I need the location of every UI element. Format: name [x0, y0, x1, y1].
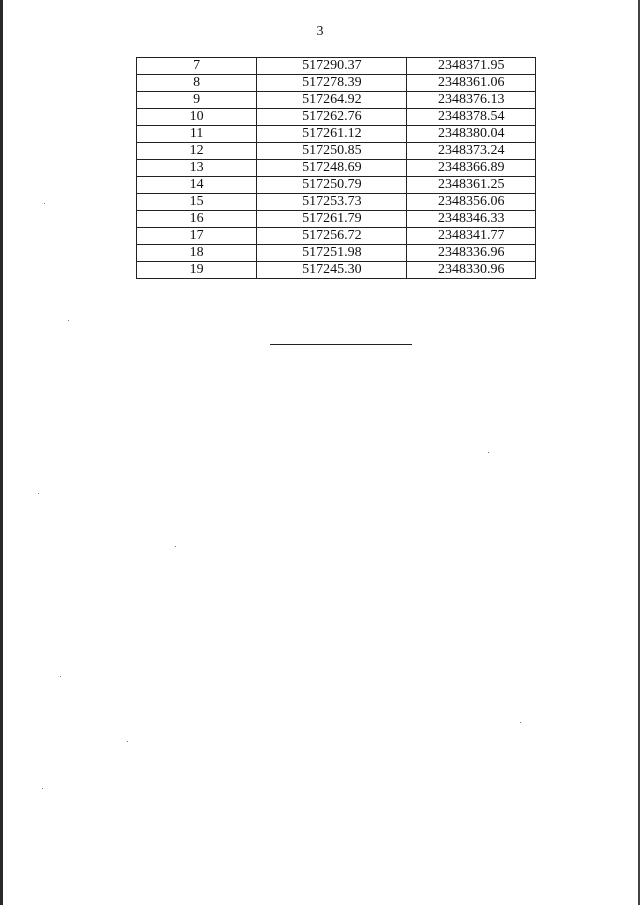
- coordinates-table: [136, 57, 536, 279]
- y-coordinate-cell: 2348378.54: [407, 109, 536, 126]
- scan-speck: [488, 452, 489, 453]
- table-row: [137, 211, 536, 228]
- point-number-cell: 8: [137, 75, 257, 92]
- scan-speck: [520, 722, 521, 723]
- x-coordinate-cell: 517256.72: [257, 228, 407, 245]
- x-coordinate-cell: 517251.98: [257, 245, 407, 262]
- scan-speck: [60, 676, 61, 677]
- point-number-cell: 17: [137, 228, 257, 245]
- scan-speck: [42, 788, 43, 789]
- table-row: [137, 194, 536, 211]
- table-row: [137, 126, 536, 143]
- x-coordinate-cell: 517250.79: [257, 177, 407, 194]
- y-coordinate-cell: 2348330.96: [407, 262, 536, 279]
- x-coordinate-cell: 517253.73: [257, 194, 407, 211]
- table-row: [137, 58, 536, 75]
- point-number-cell: 13: [137, 160, 257, 177]
- page-number: 3: [316, 24, 324, 39]
- scan-speck: [44, 203, 45, 204]
- point-number-cell: 12: [137, 143, 257, 160]
- scan-speck: [38, 493, 39, 494]
- y-coordinate-cell: 2348373.24: [407, 143, 536, 160]
- x-coordinate-cell: 517290.37: [257, 58, 407, 75]
- x-coordinate-cell: 517264.92: [257, 92, 407, 109]
- point-number-cell: 18: [137, 245, 257, 262]
- end-of-document-rule: [270, 344, 412, 345]
- y-coordinate-cell: 2348361.06: [407, 75, 536, 92]
- table-row: [137, 143, 536, 160]
- y-coordinate-cell: 2348341.77: [407, 228, 536, 245]
- y-coordinate-cell: 2348376.13: [407, 92, 536, 109]
- point-number-cell: 14: [137, 177, 257, 194]
- x-coordinate-cell: 517250.85: [257, 143, 407, 160]
- table-row: [137, 160, 536, 177]
- scan-speck: [175, 546, 176, 547]
- y-coordinate-cell: 2348336.96: [407, 245, 536, 262]
- x-coordinate-cell: 517278.39: [257, 75, 407, 92]
- y-coordinate-cell: 2348361.25: [407, 177, 536, 194]
- scan-speck: [127, 741, 128, 742]
- table-row: [137, 228, 536, 245]
- point-number-cell: 11: [137, 126, 257, 143]
- point-number-cell: 19: [137, 262, 257, 279]
- scan-speck: [68, 320, 69, 321]
- x-coordinate-cell: 517245.30: [257, 262, 407, 279]
- y-coordinate-cell: 2348356.06: [407, 194, 536, 211]
- y-coordinate-cell: 2348366.89: [407, 160, 536, 177]
- table-row: [137, 262, 536, 279]
- x-coordinate-cell: 517261.12: [257, 126, 407, 143]
- point-number-cell: 7: [137, 58, 257, 75]
- table-row: [137, 92, 536, 109]
- y-coordinate-cell: 2348371.95: [407, 58, 536, 75]
- point-number-cell: 9: [137, 92, 257, 109]
- y-coordinate-cell: 2348346.33: [407, 211, 536, 228]
- y-coordinate-cell: 2348380.04: [407, 126, 536, 143]
- x-coordinate-cell: 517262.76: [257, 109, 407, 126]
- x-coordinate-cell: 517248.69: [257, 160, 407, 177]
- point-number-cell: 15: [137, 194, 257, 211]
- table-row: [137, 245, 536, 262]
- table-row: [137, 75, 536, 92]
- point-number-cell: 10: [137, 109, 257, 126]
- x-coordinate-cell: 517261.79: [257, 211, 407, 228]
- table-row: [137, 109, 536, 126]
- scan-edge-left: [0, 0, 3, 905]
- point-number-cell: 16: [137, 211, 257, 228]
- table-row: [137, 177, 536, 194]
